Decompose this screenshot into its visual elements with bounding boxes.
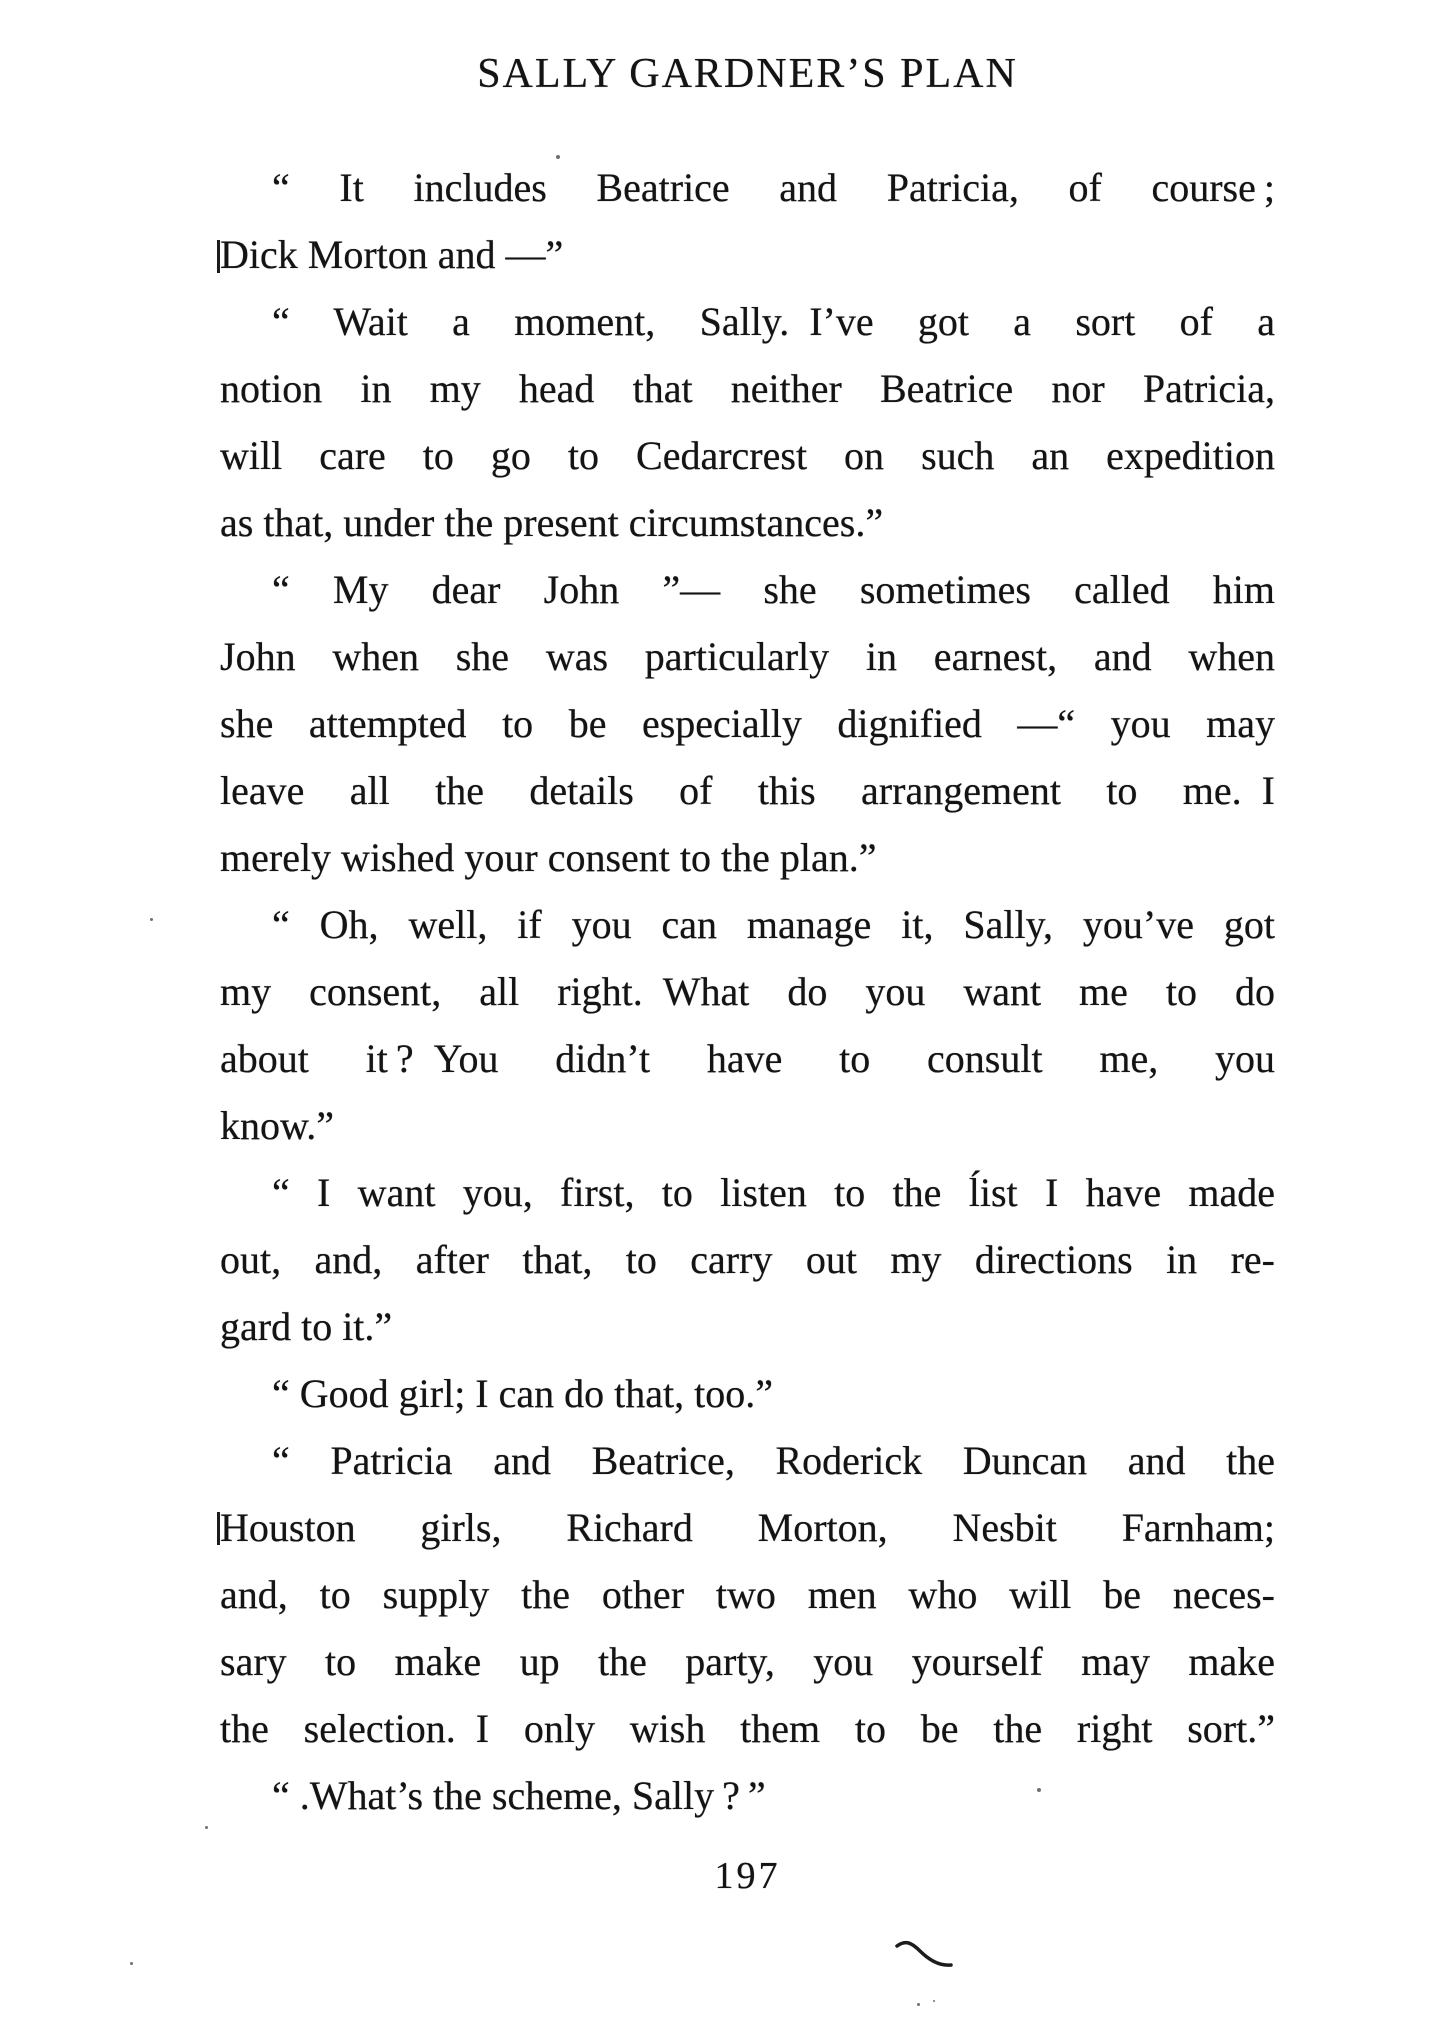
text-line: notion in my head that neither Beatrice nor Patricia, <box>220 366 1275 411</box>
text-line: know.” <box>220 1103 335 1148</box>
text-line: sary to make up the party, you yourself may make <box>220 1639 1275 1684</box>
scan-speck <box>130 1962 133 1965</box>
text-line: out, and, after that, to carry out my directions in re- <box>220 1237 1275 1282</box>
text-line: “ Oh, well, if you can manage it, Sally, you’ve got <box>272 902 1275 947</box>
scan-speck <box>1037 1788 1041 1792</box>
text-line: “ Patricia and Beatrice, Roderick Duncan and the <box>272 1438 1275 1483</box>
text-line: “ Wait a moment, Sally. I’ve got a sort of a <box>272 299 1275 344</box>
text-line: “ My dear John ”— she sometimes called him <box>272 567 1275 612</box>
text-line: will care to go to Cedarcrest on such an expedition <box>220 433 1275 478</box>
ink-smudge <box>217 240 220 273</box>
scan-speck <box>150 918 153 921</box>
text-line: “ .What’s the scheme, Sally ? ” <box>272 1773 766 1818</box>
scan-speck <box>933 2000 935 2002</box>
text-line: the selection. I only wish them to be the right sort.” <box>220 1706 1275 1751</box>
text-line: Dick Morton and —” <box>220 232 564 277</box>
running-head: SALLY GARDNER’S PLAN <box>477 51 1018 97</box>
body-text <box>220 154 1275 1829</box>
text-line: and, to supply the other two men who will be neces- <box>220 1572 1275 1617</box>
scan-speck <box>205 1826 208 1829</box>
text-line: she attempted to be especially dignified —“ you may <box>220 701 1275 746</box>
text-line: Houston girls, Richard Morton, Nesbit Farnham; <box>220 1505 1275 1550</box>
ink-smudge <box>217 1512 220 1545</box>
text-line: my consent, all right. What do you want me to do <box>220 969 1275 1014</box>
scan-speck <box>917 2003 920 2006</box>
page-number: 197 <box>714 1855 781 1897</box>
scan-speck <box>556 155 560 159</box>
pen-mark <box>893 1938 957 1982</box>
text-line: leave all the details of this arrangement to me. I <box>220 768 1275 813</box>
text-line: about it ? You didn’t have to consult me, you <box>220 1036 1275 1081</box>
text-line: “ Good girl; I can do that, too.” <box>272 1371 773 1416</box>
text-line: John when she was particularly in earnest, and when <box>220 634 1275 679</box>
text-line: “ It includes Beatrice and Patricia, of course ; <box>272 165 1275 210</box>
text-line: “ I want you, first, to listen to the ĺist I have made <box>272 1170 1275 1215</box>
text-line: as that, under the present circumstances.” <box>220 500 884 545</box>
text-line: gard to it.” <box>220 1304 393 1349</box>
text-line: merely wished your consent to the plan.” <box>220 835 877 880</box>
